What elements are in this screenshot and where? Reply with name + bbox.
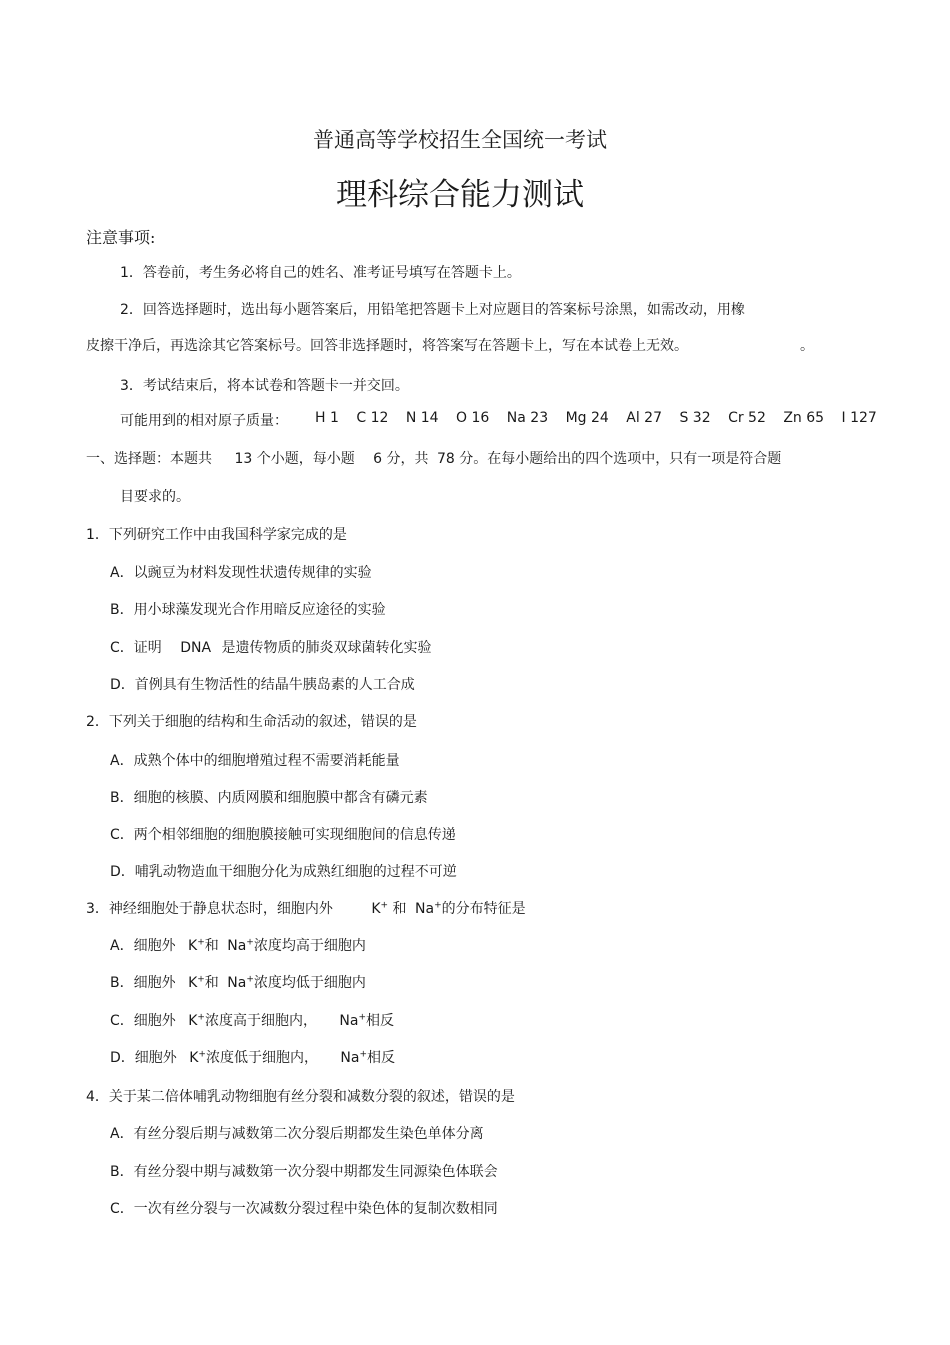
question-3-option-c-na-charge: +: [358, 1012, 367, 1023]
question-3-option-a-and: 和: [204, 938, 219, 954]
question-2-option-b: B．细胞的核膜、内质网膜和细胞膜中都含有磷元素: [110, 790, 428, 806]
question-3-option-b-na-charge: +: [246, 974, 254, 985]
question-4-option-b: B．有丝分裂中期与减数第一次分裂中期都发生同源染色体联会: [110, 1164, 498, 1180]
question-3-option-d: [110, 1047, 395, 1067]
exam-subtitle: 理科综合能力测试: [336, 177, 584, 213]
question-3-option-c-na: Na: [339, 1013, 359, 1029]
question-1-option-c-pre: C．证明: [110, 640, 162, 656]
question-3-option-c-k: K: [188, 1013, 198, 1029]
question-4-stem: 4．关于某二倍体哺乳动物细胞有丝分裂和减数分裂的叙述，错误的是: [86, 1089, 515, 1105]
question-3-option-a-k: K: [188, 938, 198, 954]
question-3-na-charge: +: [434, 900, 442, 911]
question-2-option-a: A．成熟个体中的细胞增殖过程不需要消耗能量: [110, 753, 400, 769]
question-2-option-d: D．哺乳动物造血干细胞分化为成熟红细胞的过程不可逆: [110, 864, 457, 880]
atomic-mass-o: O 16: [456, 410, 490, 426]
notice-item-3: 3．考试结束后，将本试卷和答题卡一并交回。: [120, 378, 409, 394]
question-3-and: 和: [392, 901, 407, 917]
question-1-option-d: D．首例具有生物活性的结晶牛胰岛素的人工合成: [110, 677, 415, 693]
question-1-option-c-post: 是遗传物质的肺炎双球菌转化实验: [221, 640, 432, 656]
question-3-option-b-post: 浓度均低于细胞内: [253, 975, 366, 991]
question-3-option-d-k-charge: +: [198, 1049, 206, 1060]
atomic-mass-i: I 127: [841, 410, 877, 426]
question-3-option-b-k: K: [188, 975, 198, 991]
question-3-stem-pre: 3．神经细胞处于静息状态时，细胞内外: [86, 901, 333, 917]
question-1-stem: 1．下列研究工作中由我国科学家完成的是: [86, 527, 347, 543]
question-3-option-c: [110, 1010, 394, 1030]
section-1-intro-score: 6 分，共: [373, 451, 429, 467]
question-1-option-c-dna: DNA: [180, 640, 212, 656]
atomic-mass-c: C 12: [356, 410, 389, 426]
section-1-intro: [86, 448, 781, 468]
question-2-option-c: C．两个相邻细胞的细胞膜接触可实现细胞间的信息传递: [110, 827, 456, 843]
question-3-option-d-na-charge: +: [359, 1049, 368, 1060]
question-3-option-b-k-charge: +: [197, 974, 205, 985]
notice-item-2-mark: 。: [800, 338, 814, 354]
question-3-option-d-k: K: [189, 1050, 199, 1066]
question-3-option-b: [110, 972, 366, 992]
question-1-option-a: A．以豌豆为材料发现性状遗传规律的实验: [110, 565, 372, 581]
section-1-intro-line-2: 目要求的。: [120, 489, 190, 505]
question-3-option-b-and: 和: [204, 975, 219, 991]
section-1-intro-a: 一、选择题：本题共: [86, 451, 212, 467]
atomic-mass-label: 可能用到的相对原子质量：: [120, 413, 288, 429]
atomic-mass-na: Na 23: [506, 410, 549, 426]
exam-title: 普通高等学校招生全国统一考试: [313, 128, 607, 152]
question-3-option-b-na: Na: [227, 975, 247, 991]
question-3-option-a-k-charge: +: [197, 937, 205, 948]
question-3-option-b-pre: B．细胞外: [110, 975, 176, 991]
question-3-option-a-pre: A．细胞外: [110, 938, 176, 954]
question-3-option-a-post: 浓度均高于细胞内: [253, 938, 366, 954]
question-3-stem: [86, 898, 526, 918]
atomic-mass-h: H 1: [315, 410, 339, 426]
atomic-mass-zn: Zn 65: [783, 410, 825, 426]
notice-item-2-line-2: 皮擦干净后，再选涂其它答案标号。回答非选择题时，将答案写在答题卡上，写在本试卷上无效。: [86, 338, 688, 354]
atomic-mass-mg: Mg 24: [565, 410, 609, 426]
question-3-k-charge: +: [380, 900, 389, 911]
notice-item-1: 1．答卷前，考生务必将自己的姓名、准考证号填写在答题卡上。: [120, 265, 521, 281]
question-1-option-c: [110, 637, 432, 657]
notice-item-2-line-1: 2．回答选择题时，选出每小题答案后，用铅笔把答题卡上对应题目的答案标号涂黑，如需改动，用橡: [120, 302, 745, 318]
atomic-mass-n: N 14: [405, 410, 439, 426]
question-3-option-d-pre: D．细胞外: [110, 1050, 177, 1066]
question-3-stem-post: 的分布特征是: [441, 901, 526, 917]
question-3-option-d-post: 相反: [367, 1050, 396, 1066]
section-1-intro-total: 78 分。在每小题给出的四个选项中，只有一项是符合题: [436, 451, 782, 467]
question-4-option-c: C．一次有丝分裂与一次减数分裂过程中染色体的复制次数相同: [110, 1201, 498, 1217]
atomic-mass-s: S 32: [679, 410, 711, 426]
question-3-option-d-na: Na: [340, 1050, 360, 1066]
notice-heading: 注意事项:: [86, 228, 156, 247]
atomic-mass-cr: Cr 52: [728, 410, 766, 426]
question-3-option-a: [110, 935, 366, 955]
question-3-option-a-na-charge: +: [246, 937, 254, 948]
question-3-option-d-mid: 浓度低于细胞内，: [205, 1050, 318, 1066]
question-4-option-a: A．有丝分裂后期与减数第二次分裂后期都发生染色单体分离: [110, 1126, 484, 1142]
question-3-option-a-na: Na: [227, 938, 247, 954]
atomic-mass-al: Al 27: [626, 410, 662, 426]
question-3-na: Na: [415, 901, 435, 917]
question-3-option-c-mid: 浓度高于细胞内，: [204, 1013, 317, 1029]
section-1-intro-count: 13 个小题，每小题: [234, 451, 355, 467]
question-1-option-b: B．用小球藻发现光合作用暗反应途径的实验: [110, 602, 386, 618]
atomic-mass-list: [315, 410, 877, 426]
question-3-option-c-post: 相反: [366, 1013, 395, 1029]
question-2-stem: 2．下列关于细胞的结构和生命活动的叙述，错误的是: [86, 714, 417, 730]
question-3-option-c-pre: C．细胞外: [110, 1013, 176, 1029]
question-3-option-c-k-charge: +: [197, 1012, 205, 1023]
question-3-k: K: [371, 901, 381, 917]
